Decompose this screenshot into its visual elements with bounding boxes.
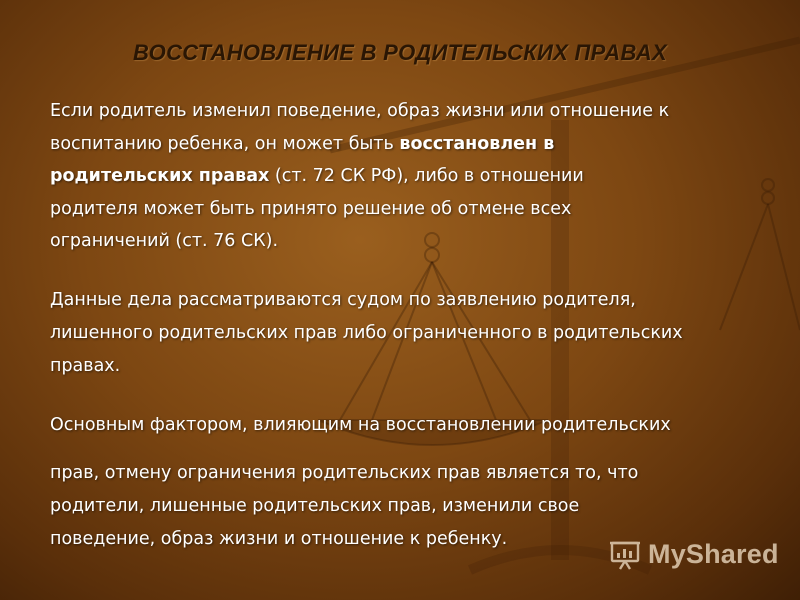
- paragraph-factor: [50, 457, 638, 556]
- text-line: лишенного родительских прав либо ограниченного в родительских: [50, 323, 683, 343]
- text-line: Данные дела рассматриваются судом по заявлению родителя,: [50, 290, 636, 310]
- presentation-board-icon: [608, 537, 642, 571]
- text-line: родители, лишенные родительских прав, изменили свое: [50, 496, 580, 516]
- text-line: родителя может быть принято решение об отмене всех: [50, 198, 572, 219]
- myshared-watermark: [608, 536, 779, 572]
- text-line: правах.: [50, 356, 121, 376]
- paragraph-factor-start: [50, 410, 671, 440]
- watermark-text: MyShared: [648, 538, 779, 569]
- paragraph-court: [50, 284, 683, 383]
- text-line: Если родитель изменил поведение, образ жизни или отношение к: [50, 101, 670, 121]
- paragraph-restoration: [50, 95, 669, 258]
- text-line: Основным фактором, влияющим на восстановлении родительских: [50, 415, 671, 435]
- bold-text: родительских правах: [50, 166, 270, 186]
- bold-text: восстановлен в: [399, 133, 555, 154]
- text-line: прав, отмену ограничения родительских прав является то, что: [50, 463, 639, 483]
- text-line: (ст. 72 СК РФ), либо в отношении: [269, 166, 584, 186]
- slide-title: ВОССТАНОВЛЕНИЕ В РОДИТЕЛЬСКИХ ПРАВАХ: [133, 40, 667, 65]
- text-line: поведение, образ жизни и отношение к ребенку.: [50, 529, 508, 549]
- text-line: ограничений (ст. 76 СК).: [50, 231, 279, 251]
- text-line: воспитанию ребенка, он может быть: [50, 133, 400, 154]
